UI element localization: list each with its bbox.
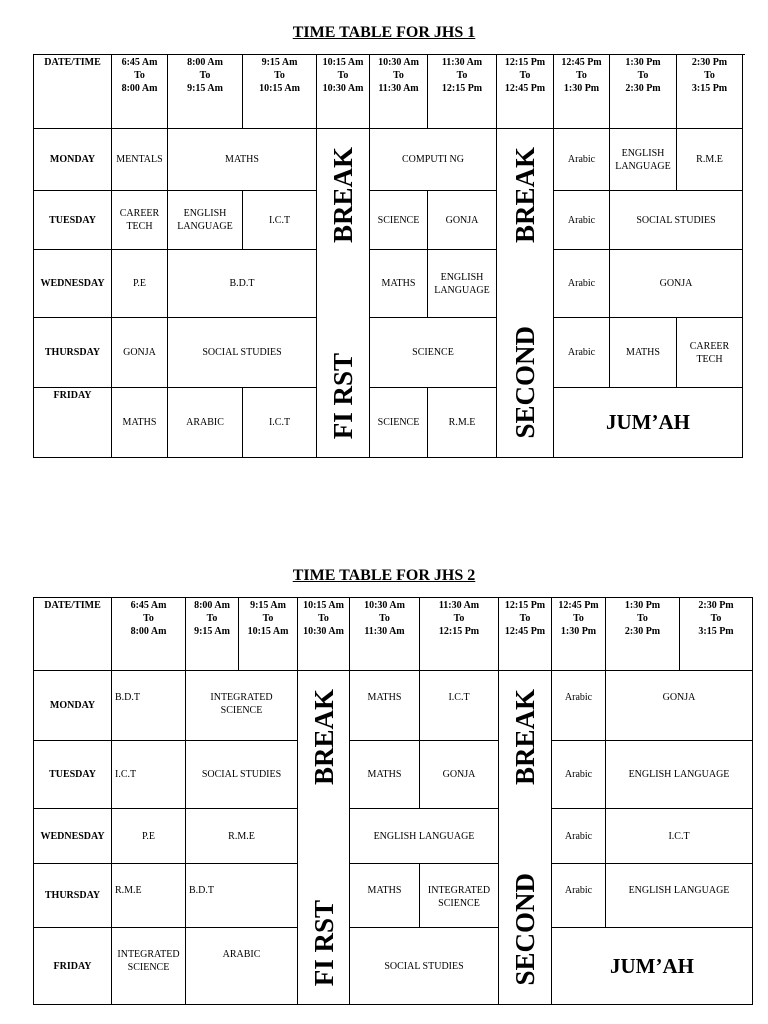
time-slot-header: 12:15 Pm To 12:45 Pm — [499, 598, 552, 671]
lesson-cell: SOCIAL STUDIES — [610, 191, 743, 250]
lesson-cell: ENGLISH LANGUAGE — [610, 129, 677, 191]
first-break-label: BREAK — [328, 147, 358, 244]
lesson-cell: Arabic — [554, 250, 610, 318]
lesson-cell: GONJA — [606, 671, 753, 741]
lesson-cell: B.D.T — [168, 250, 317, 318]
jhs1-timetable — [33, 54, 745, 458]
lesson-cell: SCIENCE — [370, 191, 428, 250]
lesson-cell: I.C.T — [112, 741, 186, 809]
time-slot-header: 9:15 Am To 10:15 Am — [239, 598, 298, 671]
lesson-cell: Arabic — [552, 864, 606, 928]
time-slot-header: 2:30 Pm To 3:15 Pm — [680, 598, 753, 671]
lesson-cell: MATHS — [168, 129, 317, 191]
lesson-cell: GONJA — [428, 191, 497, 250]
lesson-cell: MATHS — [112, 388, 168, 458]
day-label-tuesday: TUESDAY — [34, 741, 112, 809]
time-slot-header: 12:15 Pm To 12:45 Pm — [497, 55, 554, 129]
second-break-ordinal: SECOND — [510, 326, 540, 439]
lesson-cell: Arabic — [554, 191, 610, 250]
time-slot-header: 8:00 Am To 9:15 Am — [186, 598, 239, 671]
lesson-cell: ENGLISH LANGUAGE — [350, 809, 499, 864]
lesson-cell: Arabic — [554, 318, 610, 388]
day-label-monday: MONDAY — [34, 671, 112, 741]
lesson-cell: GONJA — [112, 318, 168, 388]
second-break-ordinal: SECOND — [510, 873, 540, 986]
jumah-cell: JUM’AH — [552, 928, 753, 1005]
lesson-cell: SCIENCE — [370, 318, 497, 388]
lesson-cell: INTEGRATED SCIENCE — [420, 864, 499, 928]
time-slot-header: 6:45 Am To 8:00 Am — [112, 598, 186, 671]
lesson-cell: MATHS — [370, 250, 428, 318]
lesson-cell: P.E — [112, 809, 186, 864]
time-slot-header: 11:30 Am To 12:15 Pm — [420, 598, 499, 671]
first-break-column — [317, 129, 370, 458]
lesson-cell: Arabic — [552, 741, 606, 809]
second-break-column — [499, 671, 552, 1005]
day-label-tuesday: TUESDAY — [34, 191, 112, 250]
lesson-cell: B.D.T — [186, 864, 298, 928]
time-slot-header: 10:15 Am To 10:30 Am — [317, 55, 370, 129]
lesson-cell: ARABIC — [186, 928, 298, 1005]
jhs2-timetable — [33, 597, 753, 1005]
lesson-cell: GONJA — [610, 250, 743, 318]
day-label-monday: MONDAY — [34, 129, 112, 191]
time-slot-header: 10:30 Am To 11:30 Am — [350, 598, 420, 671]
lesson-cell: CAREER TECH — [677, 318, 743, 388]
second-break-label: BREAK — [510, 689, 540, 786]
day-label-thursday: THURSDAY — [34, 318, 112, 388]
first-break-column — [298, 671, 350, 1005]
lesson-cell: ENGLISH LANGUAGE — [428, 250, 497, 318]
jhs1-title: TIME TABLE FOR JHS 1 — [292, 24, 476, 41]
lesson-cell: I.C.T — [243, 191, 317, 250]
lesson-cell: ENGLISH LANGUAGE — [168, 191, 243, 250]
time-slot-header: 10:15 Am To 10:30 Am — [298, 598, 350, 671]
second-break-label: BREAK — [510, 147, 540, 244]
lesson-cell: SOCIAL STUDIES — [350, 928, 499, 1005]
second-break-column — [497, 129, 554, 458]
time-slot-header: 8:00 Am To 9:15 Am — [168, 55, 243, 129]
time-slot-header: 10:30 Am To 11:30 Am — [370, 55, 428, 129]
lesson-cell: MATHS — [610, 318, 677, 388]
first-break-label: BREAK — [308, 689, 339, 786]
day-label-friday: FRIDAY — [34, 388, 112, 458]
lesson-cell: I.C.T — [243, 388, 317, 458]
lesson-cell: R.M.E — [186, 809, 298, 864]
lesson-cell: I.C.T — [606, 809, 753, 864]
lesson-cell: Arabic — [554, 129, 610, 191]
lesson-cell: R.M.E — [428, 388, 497, 458]
lesson-cell: MATHS — [350, 671, 420, 741]
lesson-cell: INTEGRATED SCIENCE — [186, 671, 298, 741]
first-break-ordinal: FI RST — [308, 899, 339, 986]
lesson-cell: R.M.E — [677, 129, 743, 191]
date-time-header: DATE/TIME — [34, 598, 112, 671]
lesson-cell: CAREER TECH — [112, 191, 168, 250]
lesson-cell: P.E — [112, 250, 168, 318]
lesson-cell: MATHS — [350, 741, 420, 809]
day-label-wednesday: WEDNESDAY — [34, 809, 112, 864]
time-slot-header: 1:30 Pm To 2:30 Pm — [606, 598, 680, 671]
lesson-cell: ENGLISH LANGUAGE — [606, 864, 753, 928]
date-time-header: DATE/TIME — [34, 55, 112, 129]
lesson-cell: INTEGRATED SCIENCE — [112, 928, 186, 1005]
time-slot-header: 2:30 Pm To 3:15 Pm — [677, 55, 743, 129]
time-slot-header: 12:45 Pm To 1:30 Pm — [554, 55, 610, 129]
time-slot-header: 9:15 Am To 10:15 Am — [243, 55, 317, 129]
lesson-cell: Arabic — [552, 809, 606, 864]
lesson-cell: MENTALS — [112, 129, 168, 191]
lesson-cell: ENGLISH LANGUAGE — [606, 741, 753, 809]
lesson-cell: Arabic — [552, 671, 606, 741]
time-slot-header: 12:45 Pm To 1:30 Pm — [552, 598, 606, 671]
lesson-cell: MATHS — [350, 864, 420, 928]
jhs2-title: TIME TABLE FOR JHS 2 — [292, 567, 476, 584]
lesson-cell: COMPUTI NG — [370, 129, 497, 191]
lesson-cell: SOCIAL STUDIES — [168, 318, 317, 388]
lesson-cell: SOCIAL STUDIES — [186, 741, 298, 809]
day-label-friday: FRIDAY — [34, 928, 112, 1005]
time-slot-header: 6:45 Am To 8:00 Am — [112, 55, 168, 129]
lesson-cell: ARABIC — [168, 388, 243, 458]
lesson-cell: R.M.E — [112, 864, 186, 928]
jumah-cell: JUM’AH — [554, 388, 743, 458]
lesson-cell: GONJA — [420, 741, 499, 809]
lesson-cell: B.D.T — [112, 671, 186, 741]
lesson-cell: SCIENCE — [370, 388, 428, 458]
day-label-thursday: THURSDAY — [34, 864, 112, 928]
time-slot-header: 11:30 Am To 12:15 Pm — [428, 55, 497, 129]
first-break-ordinal: FI RST — [328, 352, 358, 439]
day-label-wednesday: WEDNESDAY — [34, 250, 112, 318]
lesson-cell: I.C.T — [420, 671, 499, 741]
time-slot-header: 1:30 Pm To 2:30 Pm — [610, 55, 677, 129]
